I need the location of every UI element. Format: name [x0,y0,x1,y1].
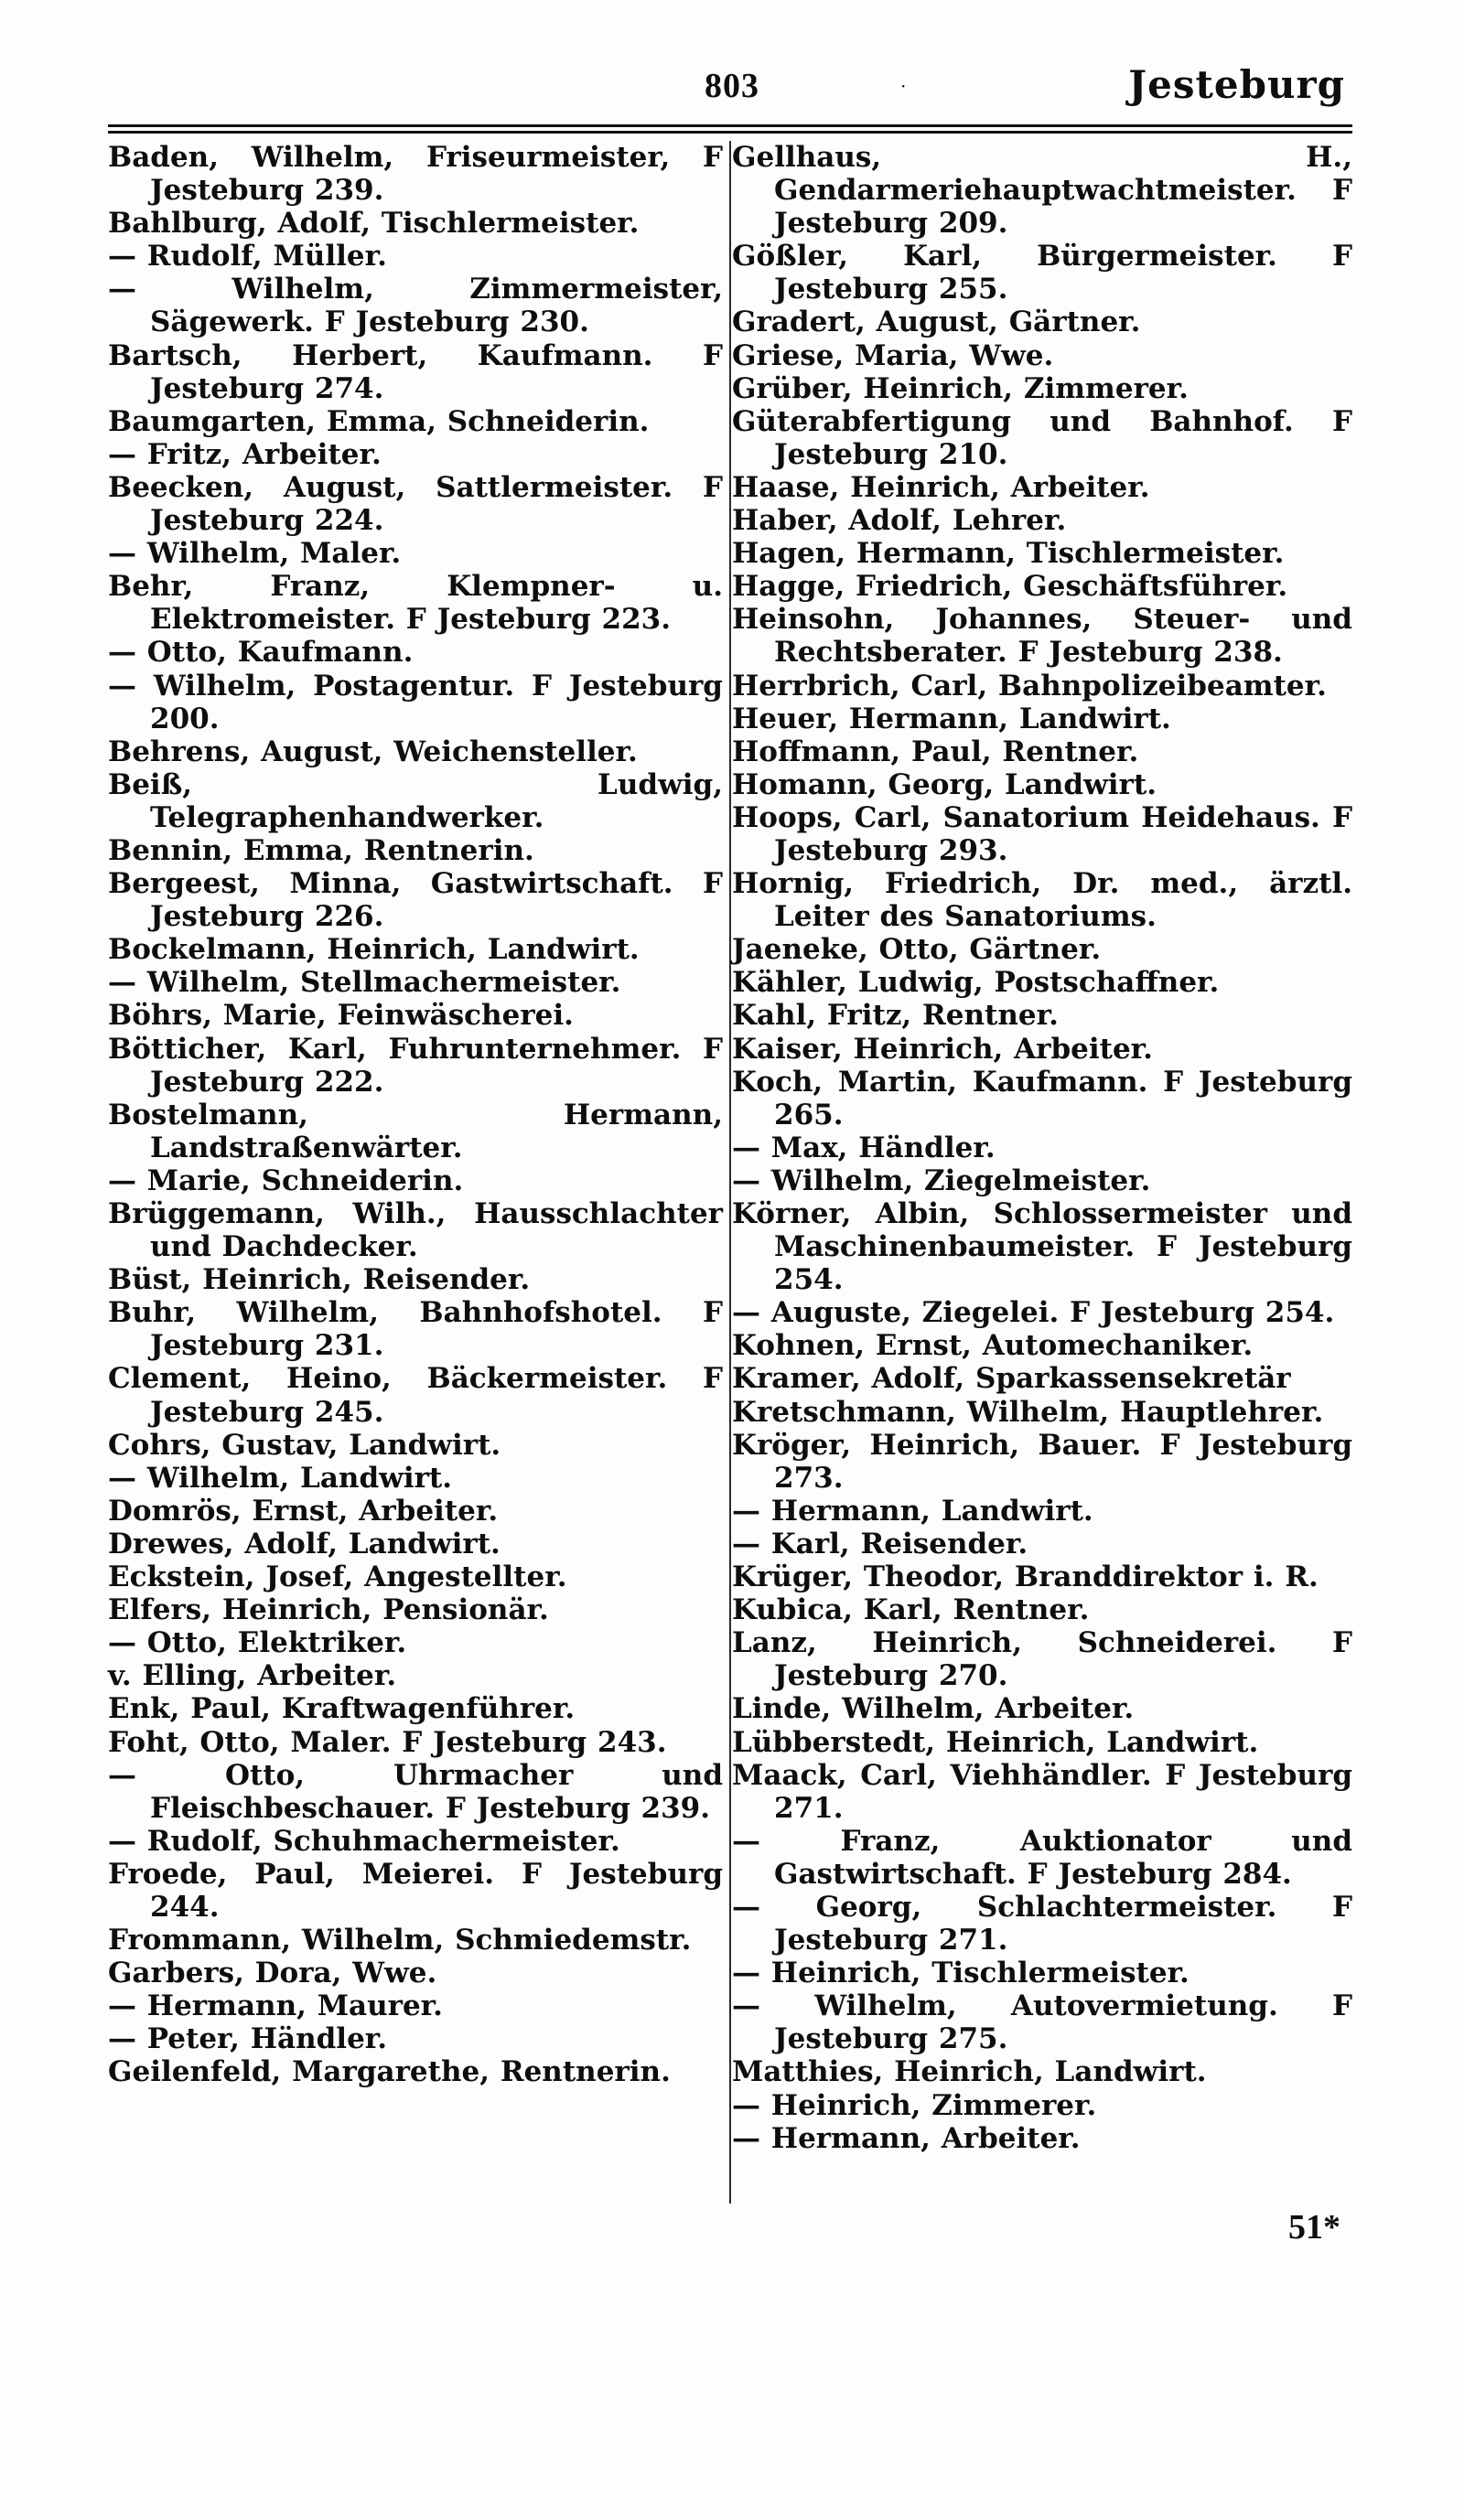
directory-entry: Heuer, Hermann, Landwirt. [732,702,1171,735]
directory-entry: Elfers, Heinrich, Pensionär. [108,1593,549,1627]
directory-entry: Heinsohn, Johannes, Steuer- und Rechtsberater. F Jesteburg 238. [732,603,1352,670]
directory-entry: Gradert, August, Gärtner. [732,306,1141,339]
directory-entry: Hagen, Hermann, Tischlermeister. [732,537,1285,571]
directory-entry: — Max, Händler. [732,1131,996,1164]
directory-entry: Homann, Georg, Landwirt. [732,767,1157,801]
directory-entry: Herrbrich, Carl, Bahnpolizeibeamter. [732,669,1327,702]
directory-entry: Koch, Martin, Kaufmann. F Jesteburg 265. [732,1065,1352,1131]
directory-entry: Hagge, Friedrich, Geschäftsführer. [732,570,1288,604]
directory-entry: Linde, Wilhelm, Arbeiter. [732,1692,1135,1726]
signature-mark: 51* [1288,2208,1340,2247]
directory-entry: Kubica, Karl, Rentner. [732,1593,1090,1627]
directory-entry: — Georg, Schlachtermeister. F Jesteburg 271. [732,1890,1352,1957]
directory-entry: — Marie, Schneiderin. [108,1163,464,1197]
directory-entry: Bahlburg, Adolf, Tischlermeister. [108,207,640,241]
directory-entry: Haber, Adolf, Lehrer. [732,504,1067,538]
directory-entry: Eckstein, Josef, Angestellter. [108,1560,567,1594]
directory-entry: — Auguste, Ziegelei. F Jesteburg 254. [732,1296,1335,1330]
directory-entry: Baden, Wilhelm, Friseurmeister, F Jesteburg 239. [108,141,723,208]
directory-entry: Baumgarten, Emma, Schneiderin. [108,404,650,438]
directory-entry: — Rudolf, Müller. [108,240,387,273]
directory-entry: Frommann, Wilhelm, Schmiedemstr. [108,1924,692,1957]
directory-entry: Grüber, Heinrich, Zimmerer. [732,371,1189,405]
header-rule-top [108,124,1352,127]
directory-entry: Enk, Paul, Kraftwagenführer. [108,1692,576,1726]
directory-entry: Foht, Otto, Maler. F Jesteburg 243. [108,1725,667,1759]
directory-entry: Kretschmann, Wilhelm, Hauptlehrer. [732,1395,1324,1429]
directory-entry: Bartsch, Herbert, Kaufmann. F Jesteburg 274. [108,338,723,405]
directory-entry: — Otto, Kaufmann. [108,636,414,670]
directory-entry: Krüger, Theodor, Branddirektor i. R. [732,1560,1319,1594]
directory-entry: Kahl, Fritz, Rentner. [732,999,1059,1033]
directory-entry: — Otto, Elektriker. [108,1626,407,1660]
directory-entry: Gellhaus, H., Gendarmeriehauptwachtmeister. F Jesteburg 209. [732,141,1352,241]
directory-entry: Kramer, Adolf, Sparkassensekretär [732,1362,1291,1396]
directory-entry: Böhrs, Marie, Feinwäscherei. [108,999,574,1033]
directory-entry: Bostelmann, Hermann, Landstraßenwärter. [108,1098,723,1164]
right-column [732,141,1352,2155]
directory-entry: — Wilhelm, Zimmermeister, Sägewerk. F Jesteburg 230. [108,273,723,339]
directory-entry: v. Elling, Arbeiter. [108,1659,397,1693]
directory-entry: Güterabfertigung und Bahnhof. F Jesteburg 210. [732,404,1352,471]
directory-entry: — Franz, Auktionator und Gastwirtschaft. F Jesteburg 284. [732,1824,1352,1891]
header-rule-bottom [108,131,1352,134]
directory-entry: — Wilhelm, Postagentur. F Jesteburg 200. [108,669,723,735]
directory-entry: — Heinrich, Zimmerer. [732,2088,1097,2122]
directory-entry: Behr, Franz, Klempner- u. Elektromeister. F Jesteburg 223. [108,570,723,637]
directory-entry: — Heinrich, Tischlermeister. [732,1957,1190,1990]
directory-entry: Froede, Paul, Meierei. F Jesteburg 244. [108,1857,723,1924]
directory-entry: Matthies, Heinrich, Landwirt. [732,2055,1207,2089]
directory-entry: — Otto, Uhrmacher und Fleischbeschauer. F Jesteburg 239. [108,1758,723,1825]
directory-entry: Kähler, Ludwig, Postschaffner. [732,966,1220,1000]
directory-entry: Bergeest, Minna, Gastwirtschaft. F Jesteburg 226. [108,867,723,934]
directory-entry: Lübberstedt, Heinrich, Landwirt. [732,1725,1259,1759]
directory-entry: Gößler, Karl, Bürgermeister. F Jesteburg 255. [732,240,1352,306]
directory-entry: Bötticher, Karl, Fuhrunternehmer. F Jesteburg 222. [108,1032,723,1099]
running-head: Jesteburg [1128,62,1345,107]
directory-entry: Körner, Albin, Schlossermeister und Maschinenbaumeister. F Jesteburg 254. [732,1197,1352,1297]
directory-entry: Hornig, Friedrich, Dr. med., ärztl. Leiter des Sanatoriums. [732,867,1352,934]
directory-entry: — Wilhelm, Ziegelmeister. [732,1163,1151,1197]
directory-entry: — Wilhelm, Autovermietung. F Jesteburg 275. [732,1989,1352,2056]
directory-entry: Lanz, Heinrich, Schneiderei. F Jesteburg 270. [732,1626,1352,1693]
directory-entry: Behrens, August, Weichensteller. [108,735,638,768]
directory-entry: — Peter, Händler. [108,2022,388,2056]
directory-entry: Hoffmann, Paul, Rentner. [732,735,1139,768]
directory-entry: Maack, Carl, Viehhändler. F Jesteburg 271. [732,1758,1352,1825]
directory-entry: Garbers, Dora, Wwe. [108,1957,437,1990]
directory-entry: — Wilhelm, Maler. [108,537,402,571]
header-dot: · [900,75,907,97]
directory-entry: Buhr, Wilhelm, Bahnhofshotel. F Jesteburg 231. [108,1296,723,1363]
directory-entry: — Karl, Reisender. [732,1527,1028,1560]
directory-entry: Clement, Heino, Bäckermeister. F Jesteburg 245. [108,1362,723,1429]
column-divider [729,141,731,2204]
directory-entry: Kohnen, Ernst, Automechaniker. [732,1329,1254,1363]
directory-entry: Hoops, Carl, Sanatorium Heidehaus. F Jesteburg 293. [732,800,1352,867]
directory-entry: — Wilhelm, Landwirt. [108,1461,453,1495]
page-number: 803 [705,67,759,105]
directory-entry: Cohrs, Gustav, Landwirt. [108,1428,501,1462]
directory-entry: — Fritz, Arbeiter. [108,437,382,471]
directory-entry: Brüggemann, Wilh., Hausschlachter und Dachdecker. [108,1197,723,1264]
directory-entry: Kröger, Heinrich, Bauer. F Jesteburg 273. [732,1428,1352,1495]
left-column [108,141,723,2089]
directory-entry: — Rudolf, Schuhmachermeister. [108,1824,620,1858]
directory-entry: — Hermann, Maurer. [108,1989,443,2023]
directory-entry: — Hermann, Arbeiter. [732,2121,1081,2155]
directory-entry: Drewes, Adolf, Landwirt. [108,1527,501,1560]
directory-entry: Haase, Heinrich, Arbeiter. [732,470,1150,504]
directory-entry: Jaeneke, Otto, Gärtner. [732,933,1102,967]
directory-entry: Bockelmann, Heinrich, Landwirt. [108,933,640,967]
directory-entry: Beecken, August, Sattlermeister. F Jesteburg 224. [108,470,723,538]
directory-entry: Beiß, Ludwig, Telegraphenhandwerker. [108,767,723,834]
directory-entry: Kaiser, Heinrich, Arbeiter. [732,1032,1153,1066]
directory-entry: Büst, Heinrich, Reisender. [108,1263,531,1297]
directory-entry: Domrös, Ernst, Arbeiter. [108,1494,499,1528]
directory-entry: Geilenfeld, Margarethe, Rentnerin. [108,2055,671,2089]
directory-entry: — Hermann, Landwirt. [732,1494,1093,1528]
directory-entry: Bennin, Emma, Rentnerin. [108,833,534,867]
directory-entry: — Wilhelm, Stellmachermeister. [108,966,621,1000]
directory-entry: Griese, Maria, Wwe. [732,338,1054,372]
